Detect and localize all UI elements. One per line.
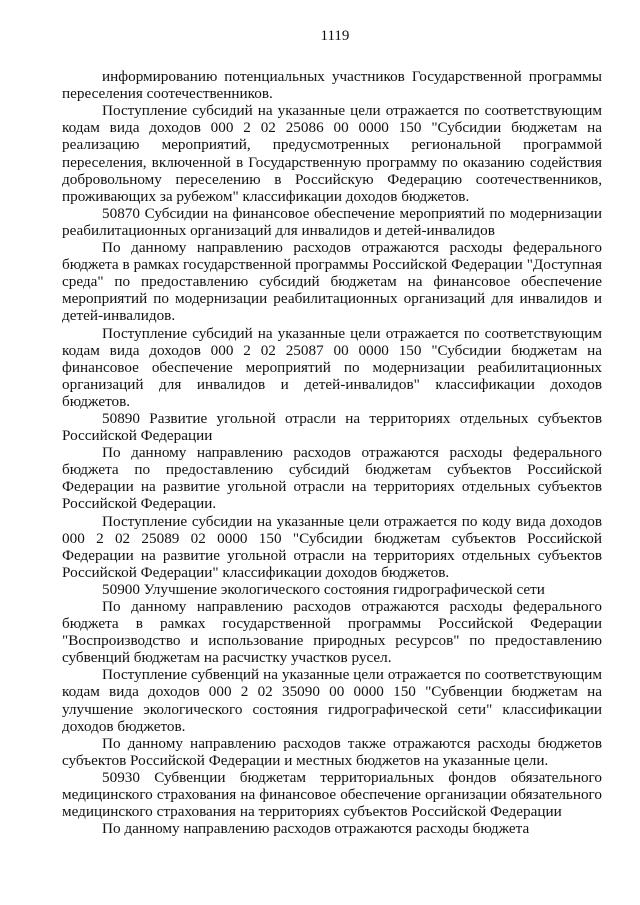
paragraph-income-code-25089: Поступление субсидии на указанные цели отражается по коду вида доходов 000 2 02 25089 02 0000 150 "Субсидии бюджетам субъектов Российской Федерации на развитие угольной отрасли на территориях отдельных субъектов Российской Федерации" классификации доходов бюджетов. (62, 512, 602, 581)
paragraph-income-code-35090: Поступление субвенций на указанные цели отражается по соответствующим кодам вида доходов 000 2 02 35090 00 0000 150 "Субвенции бюджетам на улучшение экологического состояния гидрографической сети" классификации доходов бюджетов. (62, 666, 602, 735)
paragraph-continuation: информированию потенциальных участников Государственной программы переселения соотечественников. (62, 68, 602, 103)
paragraph-50900-regional-expenses: По данному направлению расходов также отражаются расходы бюджетов субъектов Российской Федерации и местных бюджетов на указанные цели. (62, 734, 602, 769)
document-page (62, 28, 602, 837)
paragraph-50900-expenses: По данному направлению расходов отражаются расходы федерального бюджета в рамках государственной программы Российской Федерации "Воспроизводство и использование природных ресурсов" по предоставлению субвенций бюджетам на расчистку участков русел. (62, 598, 602, 667)
paragraph-income-code-25087: Поступление субсидий на указанные цели отражается по соответствующим кодам вида доходов 000 2 02 25087 00 0000 150 "Субсидии бюджетам на финансовое обеспечение мероприятий по модернизации реабилитационных организаций для инвалидов и детей-инвалидов" классификации доходов бюджетов. (62, 324, 602, 410)
paragraph-50930-expenses: По данному направлению расходов отражаются расходы бюджета (102, 820, 530, 838)
section-heading-50900: 50900 Улучшение экологического состояния гидрографической сети (102, 580, 545, 598)
paragraph-income-code-25086: Поступление субсидий на указанные цели отражается по соответствующим кодам вида доходов 000 2 02 25086 00 0000 150 "Субсидии бюджетам на реализацию мероприятий, предусмотренных региональной программой переселения, включенной в Государственную программу по оказанию содействия добровольному переселению в Российскую Федерацию соотечественников, проживающих за рубежом" классификации доходов бюджетов. (62, 102, 602, 205)
section-heading-50930: 50930 Субвенции бюджетам территориальных фондов обязательного медицинского страхования на финансовое обеспечение организации обязательного медицинского страхования на территориях субъектов Российской Федерации (62, 768, 602, 821)
paragraph-50870-expenses: По данному направлению расходов отражаются расходы федерального бюджета в рамках государственной программы Российской Федерации "Доступная среда" по предоставлению субсидий бюджетам на финансовое обеспечение мероприятий по модернизации реабилитационных организаций для инвалидов и детей-инвалидов. (62, 239, 602, 325)
page-number: 1119 (320, 28, 350, 44)
paragraph-50890-expenses: По данному направлению расходов отражаются расходы федерального бюджета по предоставлению субсидий бюджетам субъектов Российской Федерации на развитие угольной отрасли на территориях отдельных субъектов Российской Федерации. (62, 444, 602, 513)
section-heading-50870: 50870 Субсидии на финансовое обеспечение мероприятий по модернизации реабилитационных организаций для инвалидов и детей-инвалидов (62, 204, 602, 239)
section-heading-50890: 50890 Развитие угольной отрасли на территориях отдельных субъектов Российской Федерации (62, 409, 602, 445)
